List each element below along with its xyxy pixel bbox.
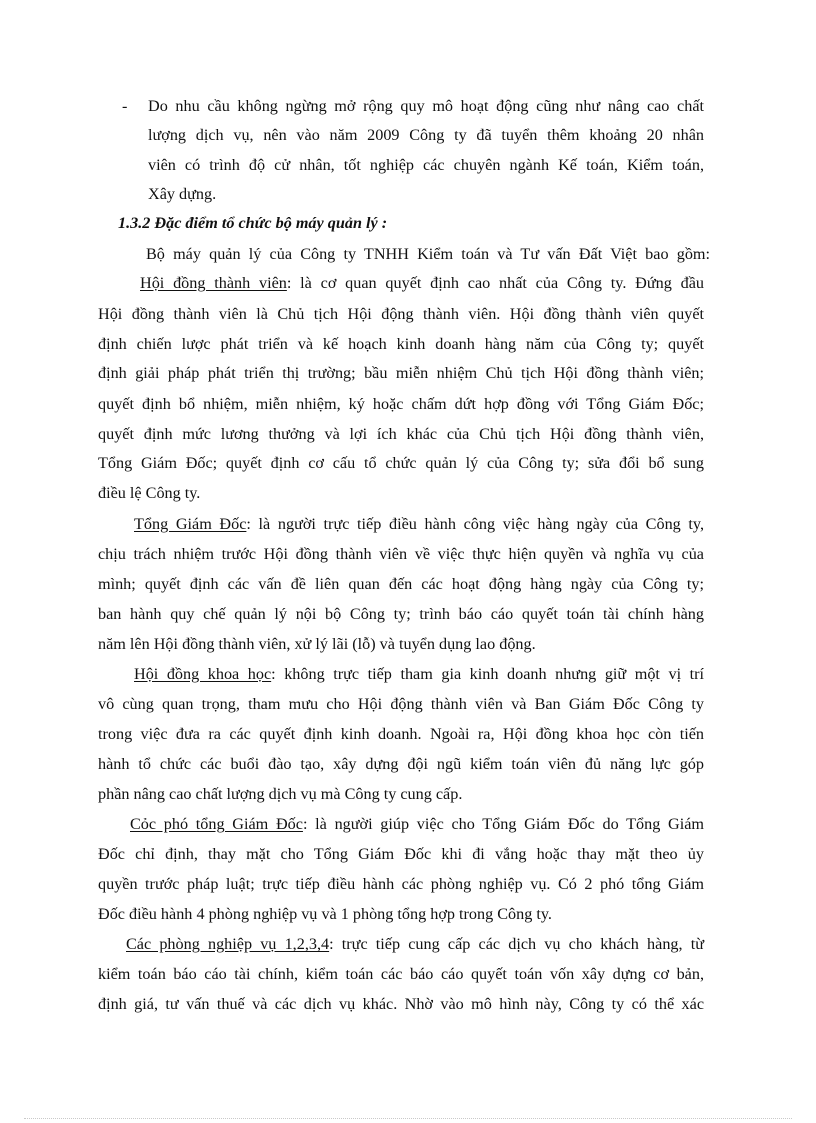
paragraph-line: hành tổ chức các buổi đào tạo, xây dựng đội ngũ kiểm toán viên đủ năng lực góp — [98, 755, 704, 773]
bullet-line: Do nhu cầu không ngừng mở rộng quy mô hoạt động cũng như nâng cao chất — [148, 97, 704, 115]
section-heading: 1.3.2 Đặc điểm tổ chức bộ máy quản lý : — [118, 214, 388, 232]
bullet-line: Xây dựng. — [148, 185, 217, 203]
paragraph-line: quyết định bổ nhiệm, miễn nhiệm, ký hoặc chấm dứt hợp đồng với Tổng Giám Đốc; — [98, 395, 704, 413]
paragraph-line: trong việc đưa ra các quyết định kinh doanh. Ngoài ra, Hội đồng khoa học còn tiến — [98, 725, 704, 743]
paragraph-first-line: Hội đồng khoa học: không trực tiếp tham gia kinh doanh nhưng giữ một vị trí — [134, 665, 704, 683]
paragraph-line: định chiến lược phát triển và kế hoạch kinh doanh hàng năm của Công ty; quyết — [98, 335, 704, 353]
paragraph-line: ban hành quy chế quản lý nội bộ Công ty; trình báo cáo quyết toán tài chính hàng — [98, 605, 704, 623]
paragraph-line: định giá, tư vấn thuế và các dịch vụ khác. Nhờ vào mô hình này, Công ty có thể xác — [98, 995, 704, 1013]
paragraph-line: năm lên Hội đồng thành viên, xử lý lãi (lỗ) và tuyển dụng lao động. — [98, 635, 536, 653]
bullet-marker: - — [122, 97, 128, 115]
paragraph-term: Cỏc phó tổng Giám Đốc — [130, 815, 303, 833]
paragraph-term: Tổng Giám Đốc — [134, 515, 247, 533]
paragraph-line: kiểm toán báo cáo tài chính, kiểm toán các báo cáo quyết toán vốn xây dựng cơ bản, — [98, 965, 704, 983]
paragraph-line: vô cùng quan trọng, tham mưu cho Hội động thành viên và Ban Giám Đốc Công ty — [98, 695, 704, 713]
paragraph-first-line: Cỏc phó tổng Giám Đốc: là người giúp việc cho Tổng Giám Đốc do Tổng Giám — [130, 815, 704, 833]
paragraph-line: định giải pháp phát triển thị trường; bầu miễn nhiệm Chủ tịch Hội đồng thành viên; — [98, 364, 704, 382]
paragraph-term: Hội đồng khoa học — [134, 665, 272, 683]
paragraph-line: mình; quyết định các vấn đề liên quan đến các hoạt động hàng ngày của Công ty; — [98, 575, 704, 593]
paragraph-line: Đốc điều hành 4 phòng nghiệp vụ và 1 phòng tổng hợp trong Công ty. — [98, 905, 552, 923]
paragraph-line: chịu trách nhiệm trước Hội đồng thành viên về việc thực hiện quyền và nghĩa vụ của — [98, 545, 704, 563]
paragraph-term: Hội đồng thành viên — [140, 274, 287, 292]
bullet-line: viên có trình độ cử nhân, tốt nghiệp các chuyên ngành Kế toán, Kiểm toán, — [148, 156, 704, 174]
paragraph-first-line: Hội đồng thành viên: là cơ quan quyết định cao nhất của Công ty. Đứng đầu — [140, 274, 704, 292]
paragraph-term: Các phòng nghiệp vụ 1,2,3,4 — [126, 935, 330, 953]
paragraph-line: Hội đồng thành viên là Chủ tịch Hội động thành viên. Hội đồng thành viên quyết — [98, 305, 704, 323]
intro-text: Bộ máy quản lý của Công ty TNHH Kiểm toán và Tư vấn Đất Việt bao gồm: — [146, 245, 710, 263]
paragraph-line: phần nâng cao chất lượng dịch vụ mà Công ty cung cấp. — [98, 785, 463, 803]
paragraph-line: Đốc chỉ định, thay mặt cho Tổng Giám Đốc khi đi vắng hoặc thay mặt theo ủy — [98, 845, 704, 863]
bullet-line: lượng dịch vụ, nên vào năm 2009 Công ty đã tuyển thêm khoảng 20 nhân — [148, 126, 704, 144]
paragraph-line: Tổng Giám Đốc; quyết định cơ cấu tổ chức quản lý của Công ty; sửa đổi bổ sung — [98, 454, 704, 472]
page-bottom-divider — [24, 1118, 792, 1119]
paragraph-first-line: Các phòng nghiệp vụ 1,2,3,4: trực tiếp cung cấp các dịch vụ cho khách hàng, từ — [126, 935, 704, 953]
paragraph-line: điều lệ Công ty. — [98, 484, 201, 502]
paragraph-first-line: Tổng Giám Đốc: là người trực tiếp điều hành công việc hàng ngày của Công ty, — [134, 515, 704, 533]
paragraph-line: quyền trước pháp luật; trực tiếp điều hành các phòng nghiệp vụ. Có 2 phó tổng Giám — [98, 875, 704, 893]
paragraph-line: quyết định mức lương thưởng và lợi ích khác của Chủ tịch Hội đồng thành viên, — [98, 425, 704, 443]
